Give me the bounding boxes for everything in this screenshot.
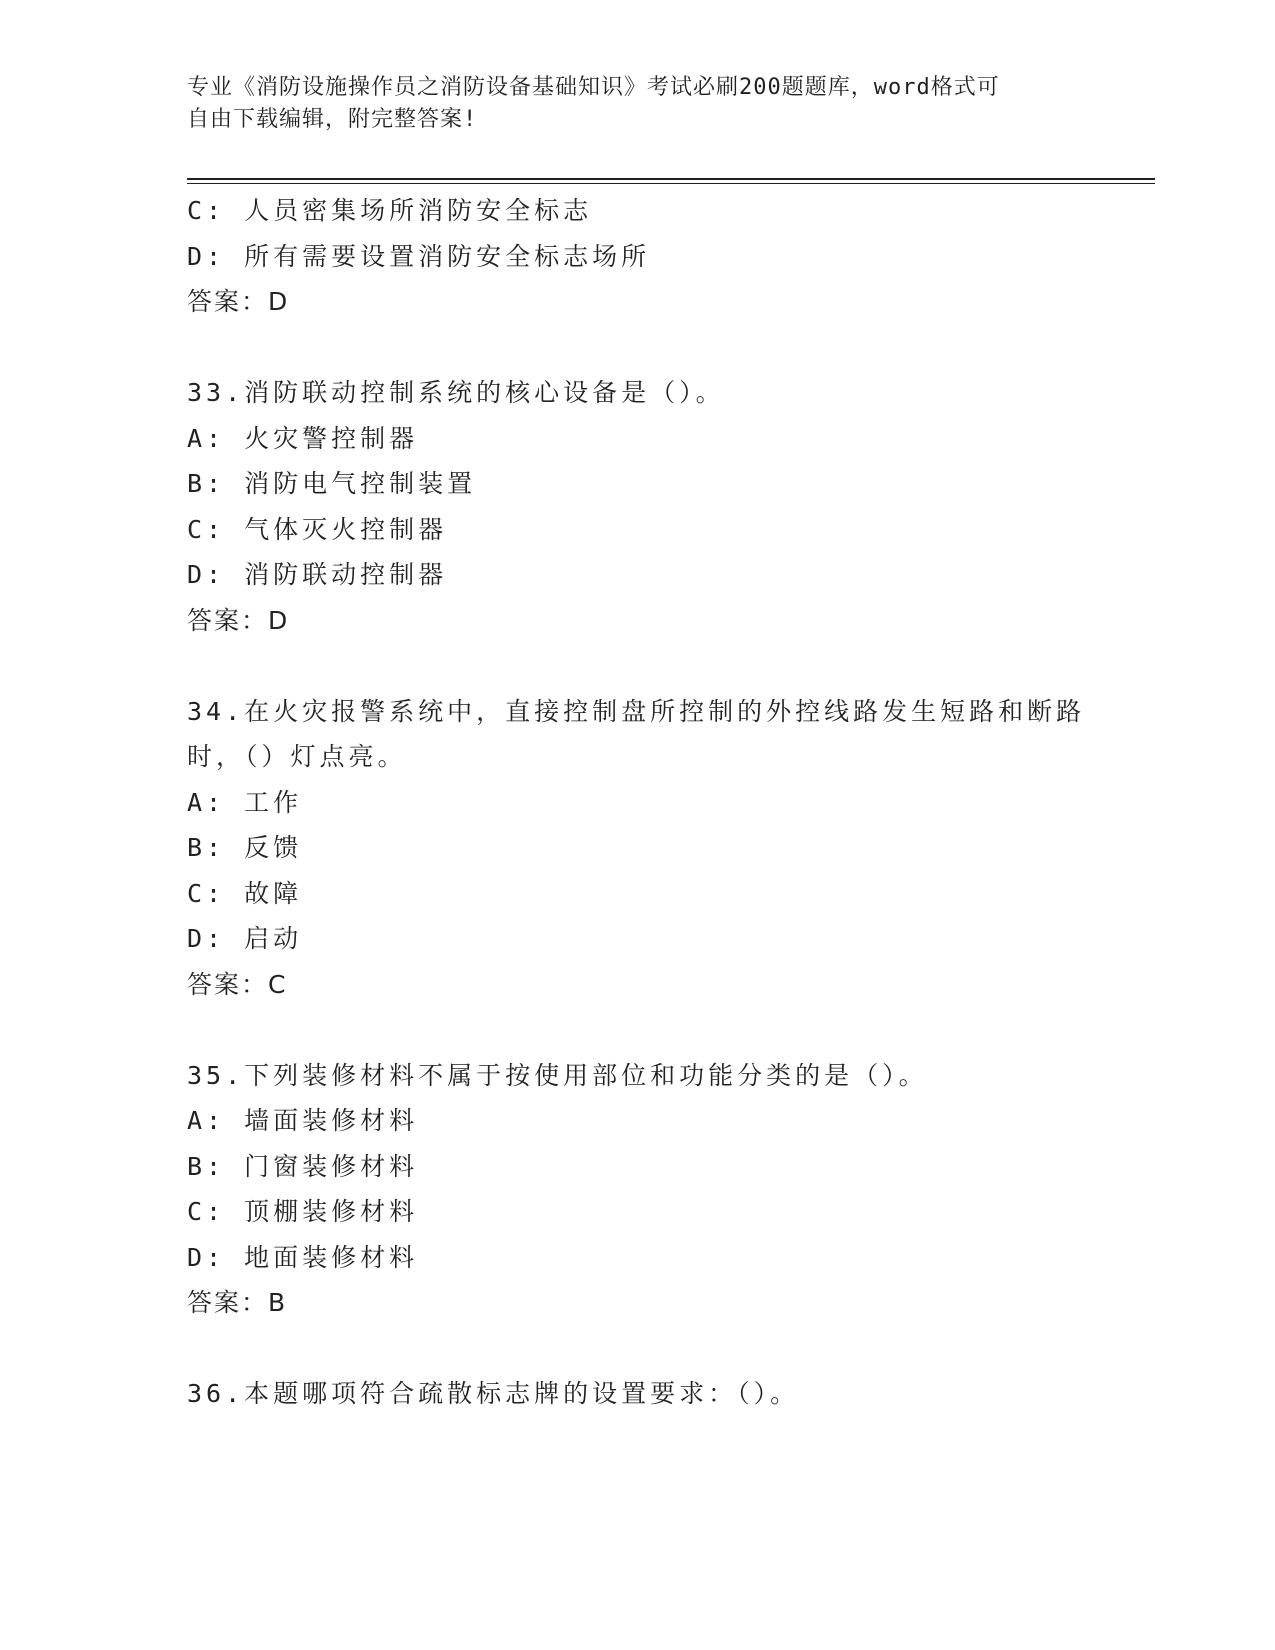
option-a: A: 火灾警控制器: [187, 423, 419, 453]
answer-line: 答案：B: [187, 1288, 288, 1317]
question-34: [187, 689, 1087, 1008]
option-a: A: 工作: [187, 787, 303, 817]
option-d: D: 消防联动控制器: [187, 560, 448, 589]
question-stem: 33.消防联动控制系统的核心设备是（）。: [187, 378, 725, 407]
header-line-1: 专业《消防设施操作员之消防设备基础知识》考试必刷200题题库，word格式可: [187, 75, 1000, 100]
question-stem: 36.本题哪项符合疏散标志牌的设置要求：（）。: [187, 1379, 800, 1408]
option-d: D: 启动: [187, 924, 303, 953]
spacer: [187, 1326, 1087, 1372]
option-c: C: 故障: [187, 878, 303, 908]
header-line-2: 自由下载编辑，附完整答案!: [187, 107, 478, 132]
header-rule-thick: [187, 178, 1155, 180]
answer-line: 答案：D: [187, 287, 290, 316]
question-stem-line-1: 34.在火灾报警系统中，直接控制盘所控制的外控线路发生短路和断路: [187, 696, 1086, 726]
answer-line: 答案：D: [187, 605, 290, 635]
option-b: B: 消防电气控制装置: [187, 469, 477, 498]
spacer: [187, 325, 1087, 371]
question-36: [187, 1371, 1087, 1417]
option-c: C: 气体灭火控制器: [187, 514, 448, 544]
question-stem-line-2: 时，（）灯点亮。: [187, 742, 407, 771]
answer-line: 答案：C: [187, 969, 288, 999]
option-c: C: 顶棚装修材料: [187, 1197, 419, 1226]
option-d: D: 所有需要设置消防安全标志场所: [187, 241, 651, 271]
question-35: [187, 1053, 1087, 1326]
option-b: B: 反馈: [187, 833, 303, 862]
spacer: [187, 1007, 1087, 1053]
question-list: [187, 188, 1087, 1417]
option-c: C: 人员密集场所消防安全标志: [187, 196, 593, 225]
option-b: B: 门窗装修材料: [187, 1151, 419, 1181]
option-d: D: 地面装修材料: [187, 1242, 419, 1272]
document-header: [187, 72, 1067, 136]
question-33: [187, 370, 1087, 643]
header-rule-thin: [187, 183, 1155, 184]
option-a: A: 墙面装修材料: [187, 1106, 419, 1135]
question-stem: 35.下列装修材料不属于按使用部位和功能分类的是（）。: [187, 1060, 928, 1090]
spacer: [187, 643, 1087, 689]
